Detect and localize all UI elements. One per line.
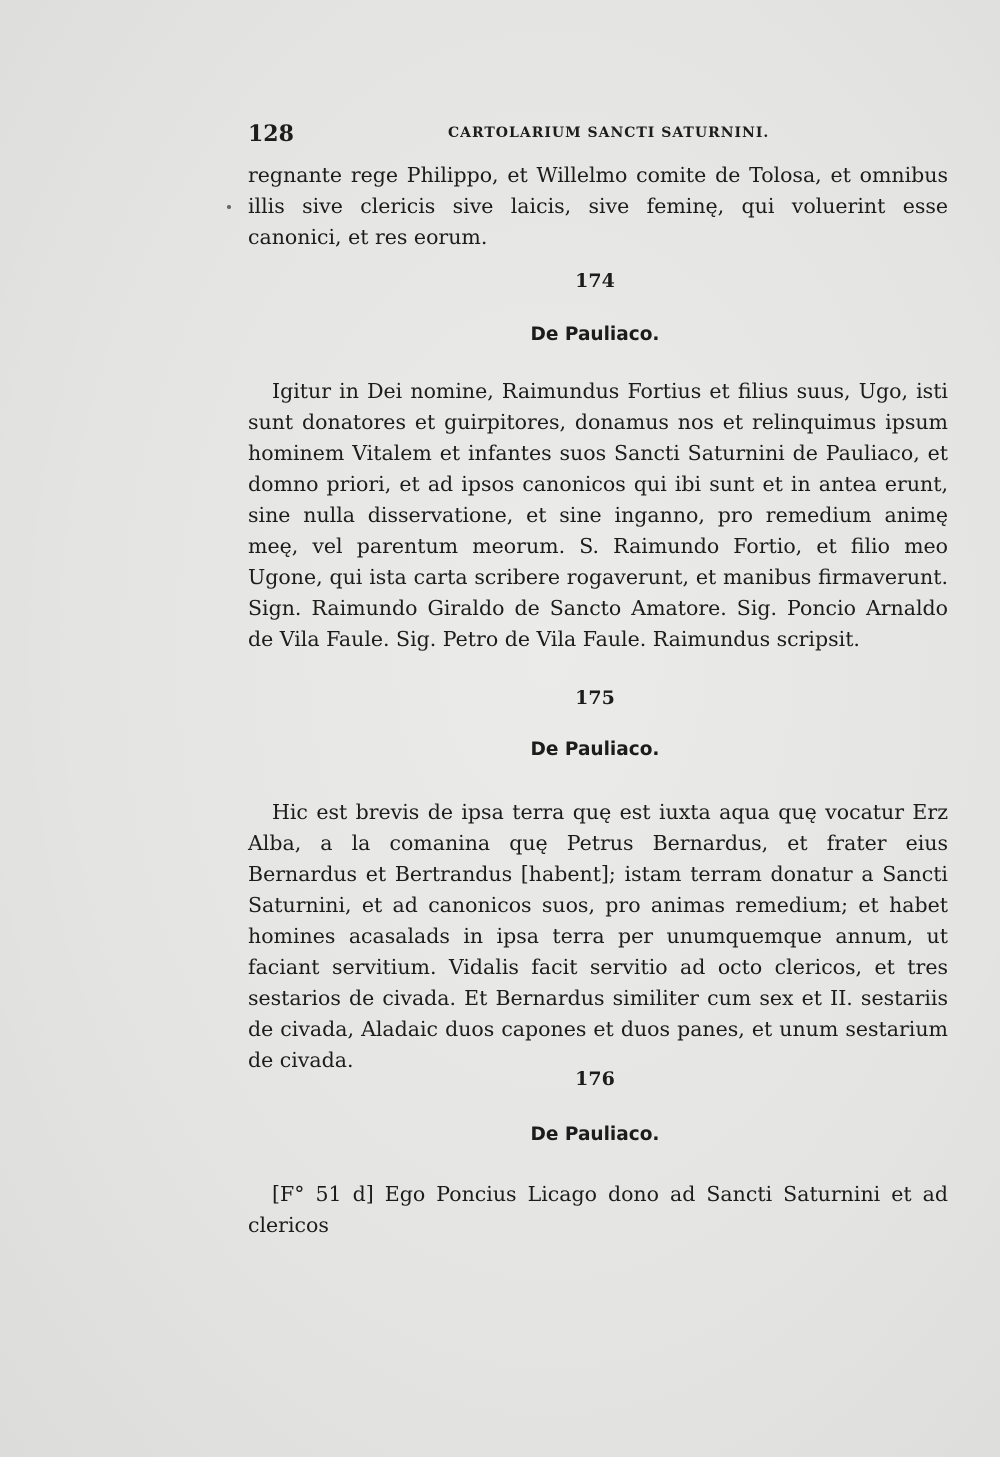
entry-number-176: 176 bbox=[575, 1068, 615, 1090]
entry-text-176: [F° 51 d] Ego Poncius Licago dono ad Sancti Saturnini et ad clericos bbox=[248, 1182, 948, 1237]
running-title: CARTOLARIUM SANCTI SATURNINI. bbox=[448, 125, 770, 141]
print-speck bbox=[227, 205, 231, 209]
entry-title-174: De Pauliaco. bbox=[530, 324, 660, 345]
continuation-paragraph: regnante rege Philippo, et Willelmo comite de Tolosa, et omnibus illis sive clericis sive laicis, sive feminę, qui voluerint esse canonici, et res eorum. bbox=[248, 163, 948, 249]
entry-text-174: Igitur in Dei nomine, Raimundus Fortius et filius suus, Ugo, isti sunt donatores et guirpitores, donamus nos et relinquimus ipsum hominem Vitalem et infantes suos Sancti Saturnini de Pauliaco, et domno priori, et ad ipsos canonicos qui ibi sunt et in antea erunt, sine nulla disservatione, et sine inganno, pro remedium animę meę, vel parentum meorum. S. Raimundo Fortio, et filio meo Ugone, qui ista carta scribere rogaverunt, et manibus firmaverunt. Sign. Raimundo Giraldo de Sancto Amatore. Sig. Poncio Arnaldo de Vila Faule. Sig. Petro de Vila Faule. Raimundus scripsit. bbox=[248, 379, 948, 651]
page-header bbox=[248, 121, 948, 151]
entry-number-174: 174 bbox=[575, 270, 615, 292]
entry-number-175: 175 bbox=[575, 687, 615, 709]
entry-text-175: Hic est brevis de ipsa terra quę est iuxta aqua quę vocatur Erz Alba, a la comanina quę Petrus Bernardus, et frater eius Bernardus et Bertrandus [habent]; istam terram donatur a Sancti Saturnini, et ad canonicos suos, pro animas remedium; et habet homines acasalads in ipsa terra per unumquemque annum, ut faciant servitium. Vidalis facit servitio ad octo clericos, et tres sestarios de civada. Et Bernardus similiter cum sex et II. sestariis de civada, Aladaic duos capones et duos panes, et unum sestarium de civada. bbox=[248, 800, 948, 1072]
entry-title-175: De Pauliaco. bbox=[530, 739, 660, 760]
entry-title-176: De Pauliaco. bbox=[530, 1124, 660, 1145]
page-number: 128 bbox=[248, 121, 294, 147]
